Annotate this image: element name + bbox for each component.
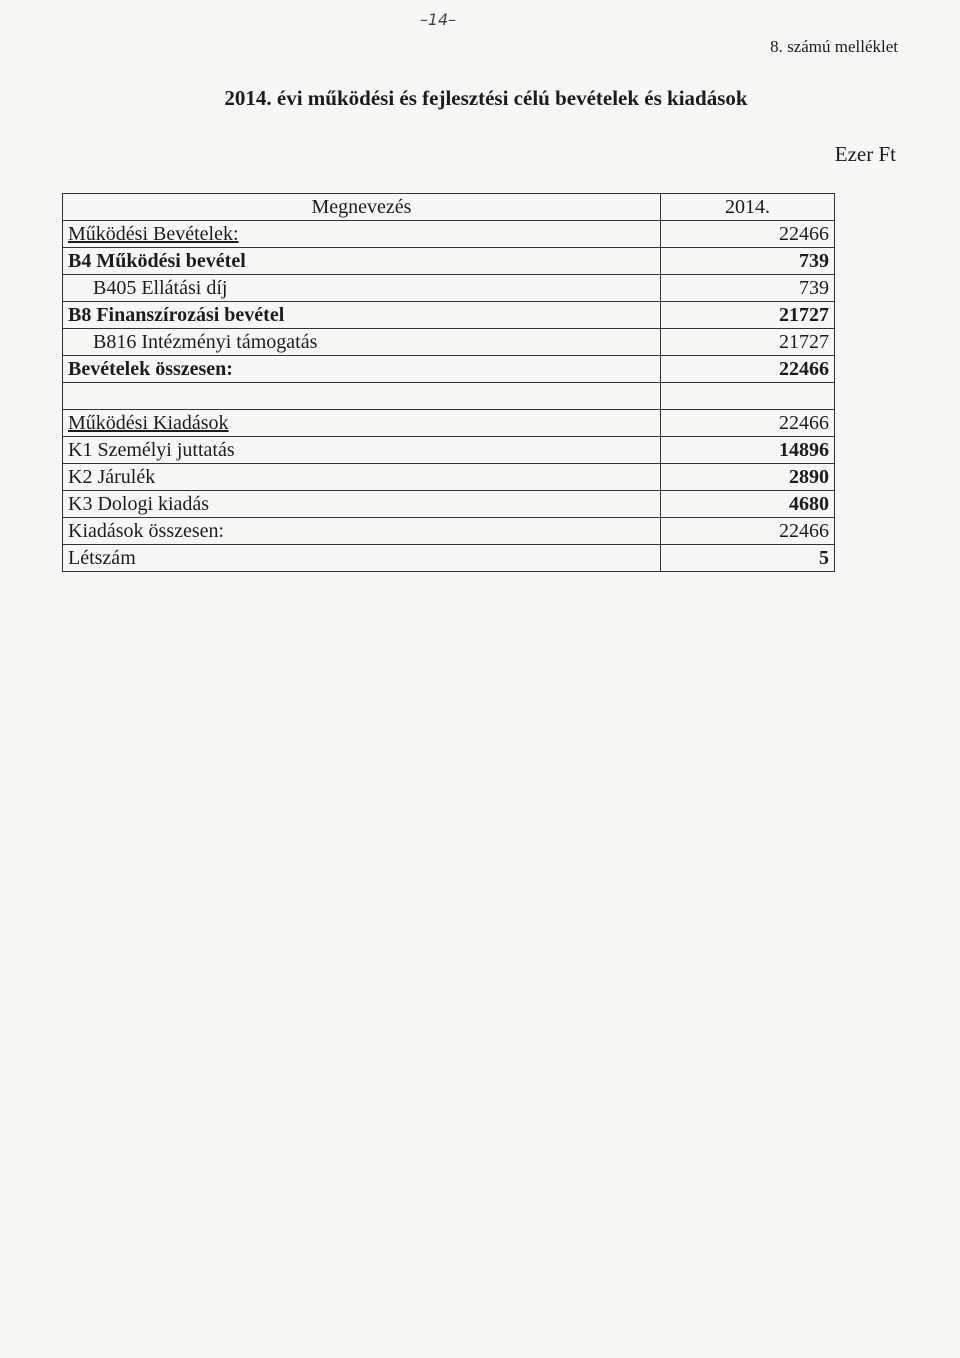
row-value: 739 — [661, 248, 835, 275]
row-value: 739 — [661, 275, 835, 302]
row-value: 5 — [661, 545, 835, 572]
row-label: Létszám — [63, 545, 661, 572]
row-label — [63, 383, 661, 410]
row-value: 21727 — [661, 302, 835, 329]
row-label: B8 Finanszírozási bevétel — [63, 302, 661, 329]
row-value: 2890 — [661, 464, 835, 491]
row-value: 21727 — [661, 329, 835, 356]
table-row — [63, 221, 835, 248]
header-year: 2014. — [661, 194, 835, 221]
page-number: –14– — [419, 10, 457, 29]
row-label: B405 Ellátási díj — [63, 275, 661, 302]
table-row — [63, 356, 835, 383]
row-value: 22466 — [661, 221, 835, 248]
header-megnevezes: Megnevezés — [63, 194, 661, 221]
row-label: B816 Intézményi támogatás — [63, 329, 661, 356]
table-row-empty — [63, 383, 835, 410]
annex-label: 8. számú melléklet — [770, 37, 898, 56]
table-row — [63, 302, 835, 329]
unit-label: Ezer Ft — [834, 142, 896, 166]
row-value: 14896 — [661, 437, 835, 464]
table-row — [63, 518, 835, 545]
row-label: Bevételek összesen: — [63, 356, 661, 383]
row-label: K2 Járulék — [63, 464, 661, 491]
table-row — [63, 275, 835, 302]
page-title: 2014. évi működési és fejlesztési célú bevételek és kiadások — [224, 86, 748, 110]
row-value: 22466 — [661, 356, 835, 383]
table-row — [63, 491, 835, 518]
table-header-row — [63, 194, 835, 221]
table-row — [63, 464, 835, 491]
table-row — [63, 437, 835, 464]
budget-table — [62, 193, 835, 572]
row-label: Működési Kiadások — [63, 410, 661, 437]
table-row — [63, 410, 835, 437]
table-row — [63, 329, 835, 356]
row-label: B4 Működési bevétel — [63, 248, 661, 275]
row-label: K1 Személyi juttatás — [63, 437, 661, 464]
table-row — [63, 545, 835, 572]
row-value: 22466 — [661, 410, 835, 437]
row-value: 22466 — [661, 518, 835, 545]
row-label: Működési Bevételek: — [63, 221, 661, 248]
row-value — [661, 383, 835, 410]
row-label: Kiadások összesen: — [63, 518, 661, 545]
row-label: K3 Dologi kiadás — [63, 491, 661, 518]
table-row — [63, 248, 835, 275]
row-value: 4680 — [661, 491, 835, 518]
